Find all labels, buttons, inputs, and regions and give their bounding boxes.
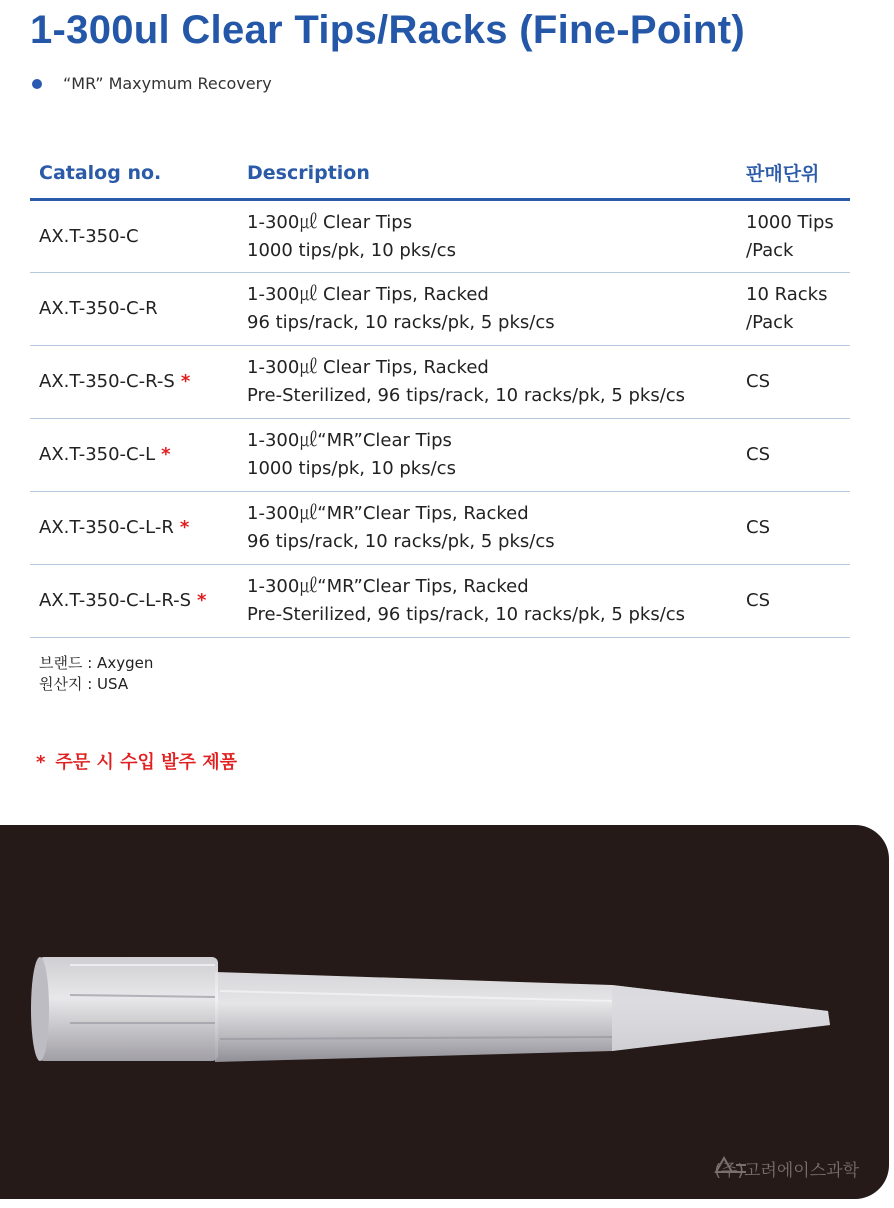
unit-cell: [737, 346, 850, 419]
asterisk-icon: *: [180, 371, 191, 392]
description-cell: [238, 273, 737, 346]
table-row: [30, 492, 850, 565]
catalog-number: AX.T-350-C-L-R: [39, 517, 174, 538]
description-line: 96 tips/rack, 10 racks/pk, 5 pks/cs: [247, 312, 555, 333]
asterisk-icon: *: [36, 752, 46, 773]
catalog-number: AX.T-350-C: [39, 225, 139, 247]
unit-cell: [737, 565, 850, 638]
unit-cell: [737, 200, 850, 273]
unit-line: CS: [746, 371, 770, 392]
description-line: 1-300㎕“MR”Clear Tips, Racked: [247, 576, 529, 597]
catalog-cell: [30, 200, 238, 273]
recovery-note-text: “MR” Maxymum Recovery: [63, 74, 272, 93]
table-row: [30, 273, 850, 346]
description-line: 1000 tips/pk, 10 pks/cs: [247, 239, 456, 261]
unit-line: 10 Racks: [746, 284, 828, 305]
column-header-catalog: Catalog no.: [30, 147, 238, 200]
description-line: 1-300㎕“MR”Clear Tips, Racked: [247, 503, 529, 524]
product-info: [39, 653, 153, 695]
asterisk-icon: *: [197, 590, 207, 611]
catalog-cell: [30, 273, 238, 346]
bullet-dot-icon: [32, 79, 42, 89]
asterisk-icon: *: [179, 517, 190, 538]
catalog-cell: [30, 419, 238, 492]
description-line: 1-300㎕“MR”Clear Tips: [247, 430, 452, 451]
unit-cell: [737, 419, 850, 492]
table-body: [30, 200, 850, 638]
catalog-cell: [30, 565, 238, 638]
unit-line: CS: [746, 444, 770, 465]
unit-line: /Pack: [746, 239, 794, 261]
pipette-tip-illustration: [0, 825, 889, 1199]
recovery-note: [32, 74, 272, 93]
catalog-cell: [30, 346, 238, 419]
asterisk-icon: *: [161, 444, 171, 465]
column-header-unit: 판매단위: [737, 147, 850, 200]
order-note: [36, 748, 237, 774]
catalog-cell: [30, 492, 238, 565]
description-cell: [238, 565, 737, 638]
unit-cell: [737, 492, 850, 565]
column-header-description: Description: [238, 147, 737, 200]
catalog-number: AX.T-350-C-L-R-S: [39, 590, 192, 611]
description-cell: [238, 419, 737, 492]
catalog-number: AX.T-350-C-R-S: [39, 371, 175, 392]
unit-line: CS: [746, 517, 770, 538]
unit-line: CS: [746, 590, 770, 611]
table-header-row: [30, 147, 850, 200]
unit-line: 1000 Tips: [746, 211, 834, 233]
description-line: 1-300㎕ Clear Tips: [247, 211, 413, 233]
page-title: 1-300ul Clear Tips/Racks (Fine-Point): [30, 8, 746, 52]
description-cell: [238, 200, 737, 273]
pipette-tip-shape: [31, 957, 830, 1062]
brand-text: 브랜드 : Axygen: [39, 654, 154, 672]
company-name: (주)고려에이스과학: [714, 1161, 859, 1181]
description-cell: [238, 346, 737, 419]
unit-cell: [737, 273, 850, 346]
catalog-table: [30, 147, 850, 638]
description-line: 1-300㎕ Clear Tips, Racked: [247, 284, 489, 305]
origin-text: 원산지 : USA: [39, 675, 129, 693]
description-cell: [238, 492, 737, 565]
company-watermark: [714, 1156, 859, 1181]
description-line: 96 tips/rack, 10 racks/pk, 5 pks/cs: [247, 531, 555, 552]
table-row: [30, 346, 850, 419]
description-line: Pre-Sterilized, 96 tips/rack, 10 racks/pk, 5 pks/cs: [247, 604, 686, 625]
company-logo-icon: [714, 1156, 748, 1174]
catalog-number: AX.T-350-C-L: [39, 444, 156, 465]
description-line: Pre-Sterilized, 96 tips/rack, 10 racks/pk, 5 pks/cs: [247, 385, 686, 406]
catalog-number: AX.T-350-C-R: [39, 298, 158, 319]
order-note-text: 주문 시 수입 발주 제품: [55, 752, 237, 773]
product-photo: [0, 825, 889, 1199]
description-line: 1-300㎕ Clear Tips, Racked: [247, 357, 489, 378]
table-row: [30, 419, 850, 492]
unit-line: /Pack: [746, 312, 794, 333]
description-line: 1000 tips/pk, 10 pks/cs: [247, 458, 456, 479]
table-row: [30, 565, 850, 638]
table-row: [30, 200, 850, 273]
